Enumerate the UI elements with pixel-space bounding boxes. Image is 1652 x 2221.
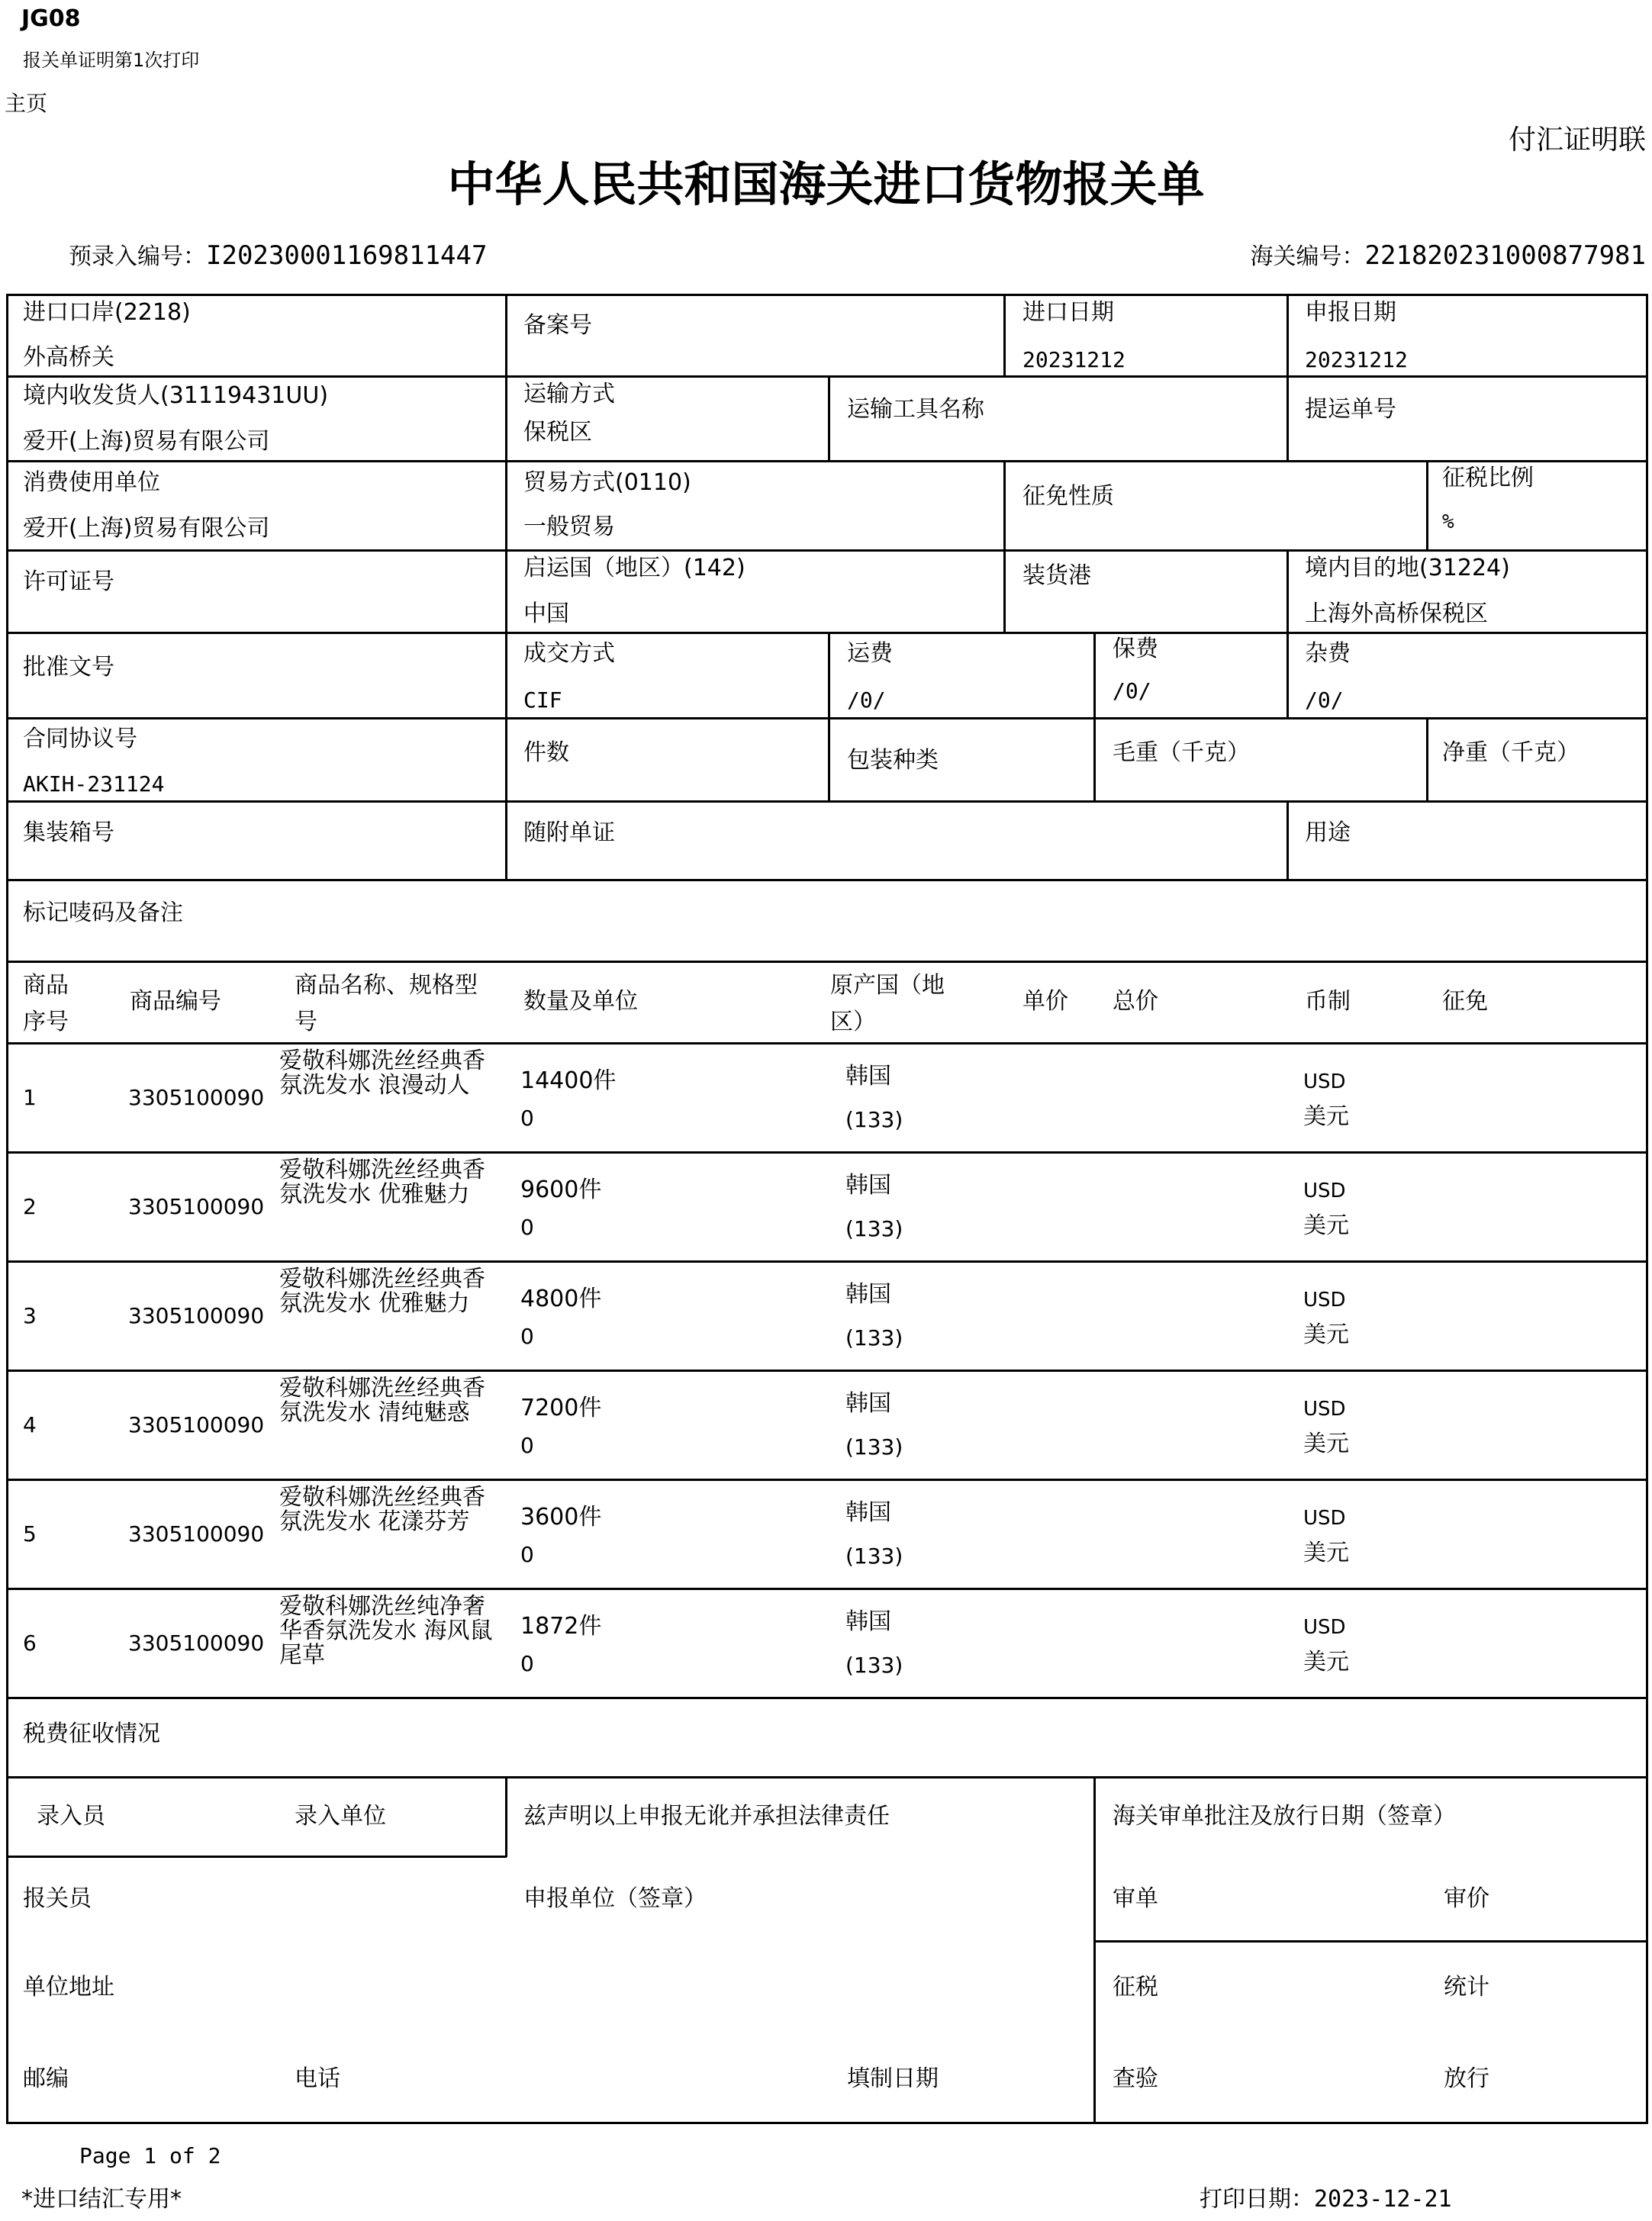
row-currency-name: 美元 (1303, 1103, 1349, 1130)
print-date (1200, 2187, 1452, 2213)
customs-number-label: 海关编号： (1250, 243, 1365, 270)
copy-type: 付汇证明联 (1508, 124, 1646, 156)
col-code: 商品编号 (130, 988, 221, 1015)
row-currency: USD (1303, 1398, 1346, 1421)
import-date: 20231212 (1022, 347, 1125, 372)
import-date-label: 进口日期 (1022, 299, 1114, 326)
row-origin-code: (133) (845, 1107, 903, 1132)
row-seq: 3 (23, 1303, 37, 1328)
consignee-label: 境内收发货人(31119431UU) (23, 382, 329, 409)
trade-mode: 一般贸易 (523, 513, 615, 540)
row-origin-code: (133) (845, 1434, 903, 1460)
approval-label: 批准文号 (23, 654, 114, 681)
price-review-label: 审价 (1444, 1885, 1489, 1912)
pre-entry-value: I20230001169811447 (206, 240, 488, 271)
row-origin-code: (133) (845, 1543, 903, 1569)
row-currency-name: 美元 (1303, 1212, 1349, 1239)
deal-mode-label: 成交方式 (523, 640, 615, 667)
marks-label: 标记唛码及备注 (23, 900, 183, 926)
row-origin: 韩国 (845, 1499, 891, 1526)
release-label: 放行 (1444, 2065, 1489, 2092)
tax-levy-label: 征税 (1113, 1974, 1158, 2001)
declarant-label: 报关员 (23, 1885, 92, 1912)
consumer: 爱开(上海)贸易有限公司 (23, 515, 270, 542)
col-total-price: 总价 (1113, 988, 1158, 1015)
row-origin: 韩国 (845, 1608, 891, 1635)
row-currency: USD (1303, 1616, 1346, 1639)
documents-label: 随附单证 (523, 819, 615, 846)
unit-address-label: 单位地址 (23, 1974, 114, 2001)
purpose-note: *进口结汇专用* (21, 2186, 182, 2213)
row-currency: USD (1303, 1507, 1346, 1530)
container-label: 集装箱号 (23, 819, 114, 846)
row-origin: 韩国 (845, 1281, 891, 1308)
customs-number-value: 221820231000877981 (1364, 240, 1646, 271)
row-qty: 14400件 (520, 1067, 617, 1094)
col-origin: 原产国（地区） (830, 972, 945, 1035)
row-code: 3305100090 (128, 1194, 265, 1219)
transport-mode: 保税区 (523, 419, 592, 446)
gross-weight-label: 毛重（千克） (1113, 739, 1250, 766)
pieces-label: 件数 (523, 739, 569, 766)
row-origin-code: (133) (845, 1216, 903, 1241)
col-qty: 数量及单位 (523, 988, 638, 1015)
col-name: 商品名称、规格型号 (295, 972, 478, 1035)
row-code: 3305100090 (128, 1521, 265, 1547)
insurance: /0/ (1113, 678, 1151, 703)
declare-date: 20231212 (1305, 347, 1408, 372)
row-seq: 1 (23, 1085, 37, 1110)
declaring-unit-label: 申报单位（签章） (523, 1885, 707, 1912)
row-currency-name: 美元 (1303, 1431, 1349, 1457)
page-title: 中华人民共和国海关进口货物报关单 (447, 156, 1205, 212)
entry-clerk-label: 录入员 (37, 1803, 105, 1830)
destination: 上海外高桥保税区 (1305, 600, 1488, 627)
print-date-value: 2023-12-21 (1314, 2186, 1452, 2213)
row-currency: USD (1303, 1070, 1346, 1093)
row-name: 爱敬科娜洗丝经典香氛洗发水 优雅魅力 (279, 1157, 485, 1208)
row-code: 3305100090 (128, 1412, 265, 1437)
origin-country: 中国 (523, 600, 569, 627)
form-code: JG08 (21, 5, 81, 32)
row-qty: 7200件 (520, 1395, 602, 1421)
declare-date-label: 申报日期 (1305, 299, 1396, 326)
print-date-label: 打印日期： (1200, 2186, 1314, 2213)
tax-ratio: % (1442, 510, 1454, 533)
levy-nature-label: 征免性质 (1022, 483, 1114, 510)
tax-ratio-label: 征税比例 (1442, 465, 1534, 491)
row-seq: 5 (23, 1521, 37, 1547)
row-origin: 韩国 (845, 1390, 891, 1417)
home-link[interactable]: 主页 (5, 91, 48, 116)
row-currency-name: 美元 (1303, 1649, 1349, 1675)
misc-label: 杂费 (1305, 640, 1351, 667)
row-code: 3305100090 (128, 1085, 265, 1110)
row-currency-name: 美元 (1303, 1321, 1349, 1348)
tax-status-label: 税费征收情况 (23, 1720, 160, 1747)
row-origin: 韩国 (845, 1063, 891, 1090)
row-origin-code: (133) (845, 1653, 903, 1678)
import-port-label: 进口口岸(2218) (23, 299, 191, 326)
destination-label: 境内目的地(31224) (1305, 555, 1510, 581)
net-weight-label: 净重（千克） (1442, 739, 1580, 766)
contract-label: 合同协议号 (23, 726, 137, 752)
trade-mode-label: 贸易方式(0110) (523, 469, 691, 496)
inspection-label: 查验 (1113, 2065, 1158, 2092)
statistics-label: 统计 (1444, 1974, 1489, 2001)
freight-label: 运费 (847, 640, 893, 667)
insurance-label: 保费 (1113, 636, 1158, 662)
row-name: 爱敬科娜洗丝经典香氛洗发水 清纯魅惑 (279, 1375, 485, 1426)
page-indicator: Page 1 of 2 (79, 2143, 221, 2168)
misc: /0/ (1305, 687, 1344, 713)
row-qty2: 0 (520, 1324, 534, 1349)
row-origin: 韩国 (845, 1172, 891, 1199)
usage-label: 用途 (1305, 819, 1351, 846)
row-qty2: 0 (520, 1106, 534, 1131)
row-qty: 9600件 (520, 1176, 602, 1203)
row-seq: 4 (23, 1412, 37, 1437)
phone-label: 电话 (295, 2065, 340, 2092)
origin-country-label: 启运国（地区）(142) (523, 555, 745, 581)
pre-entry-label: 预录入编号： (69, 243, 206, 270)
row-qty2: 0 (520, 1433, 534, 1458)
row-name: 爱敬科娜洗丝纯净奢华香氛洗发水 海风鼠尾草 (279, 1593, 493, 1669)
pre-entry-number (69, 241, 487, 271)
loading-port-label: 装货港 (1022, 562, 1091, 589)
postcode-label: 邮编 (23, 2065, 69, 2092)
freight: /0/ (847, 687, 886, 713)
col-currency: 币制 (1305, 988, 1351, 1015)
col-seq: 商品序号 (23, 972, 69, 1035)
bill-no-label: 提运单号 (1305, 396, 1396, 423)
print-count: 报关单证明第1次打印 (23, 50, 200, 71)
row-qty: 3600件 (520, 1504, 602, 1531)
customs-approval-label: 海关审单批注及放行日期（签章） (1113, 1803, 1456, 1830)
row-origin-code: (133) (845, 1325, 903, 1350)
row-name: 爱敬科娜洗丝经典香氛洗发水 花漾芬芳 (279, 1484, 485, 1535)
col-unit-price: 单价 (1022, 988, 1068, 1015)
vehicle-name-label: 运输工具名称 (847, 396, 984, 423)
declaration-statement: 兹声明以上申报无讹并承担法律责任 (523, 1803, 890, 1830)
license-label: 许可证号 (23, 568, 114, 595)
customs-number (1251, 241, 1646, 271)
review-label: 审单 (1113, 1885, 1158, 1912)
row-name: 爱敬科娜洗丝经典香氛洗发水 浪漫动人 (279, 1048, 485, 1099)
row-seq: 2 (23, 1194, 37, 1219)
row-qty2: 0 (520, 1651, 534, 1676)
row-name: 爱敬科娜洗丝经典香氛洗发水 优雅魅力 (279, 1266, 485, 1317)
row-seq: 6 (23, 1630, 37, 1656)
row-currency-name: 美元 (1303, 1540, 1349, 1566)
record-no-label: 备案号 (523, 312, 592, 339)
import-port: 外高桥关 (23, 344, 114, 371)
entry-unit-label: 录入单位 (295, 1803, 386, 1830)
row-qty: 1872件 (520, 1613, 602, 1640)
row-qty2: 0 (520, 1542, 534, 1567)
package-label: 包装种类 (847, 747, 939, 774)
contract: AKIH-231124 (23, 771, 165, 797)
row-code: 3305100090 (128, 1630, 265, 1656)
consumer-label: 消费使用单位 (23, 469, 160, 496)
row-code: 3305100090 (128, 1303, 265, 1328)
row-qty: 4800件 (520, 1286, 602, 1312)
consignee: 爱开(上海)贸易有限公司 (23, 428, 270, 455)
row-currency: USD (1303, 1180, 1346, 1202)
transport-mode-label: 运输方式 (523, 381, 615, 407)
col-levy: 征免 (1442, 988, 1488, 1015)
row-currency: USD (1303, 1289, 1346, 1312)
deal-mode: CIF (523, 687, 562, 713)
row-qty2: 0 (520, 1215, 534, 1240)
fill-date-label: 填制日期 (847, 2065, 939, 2092)
